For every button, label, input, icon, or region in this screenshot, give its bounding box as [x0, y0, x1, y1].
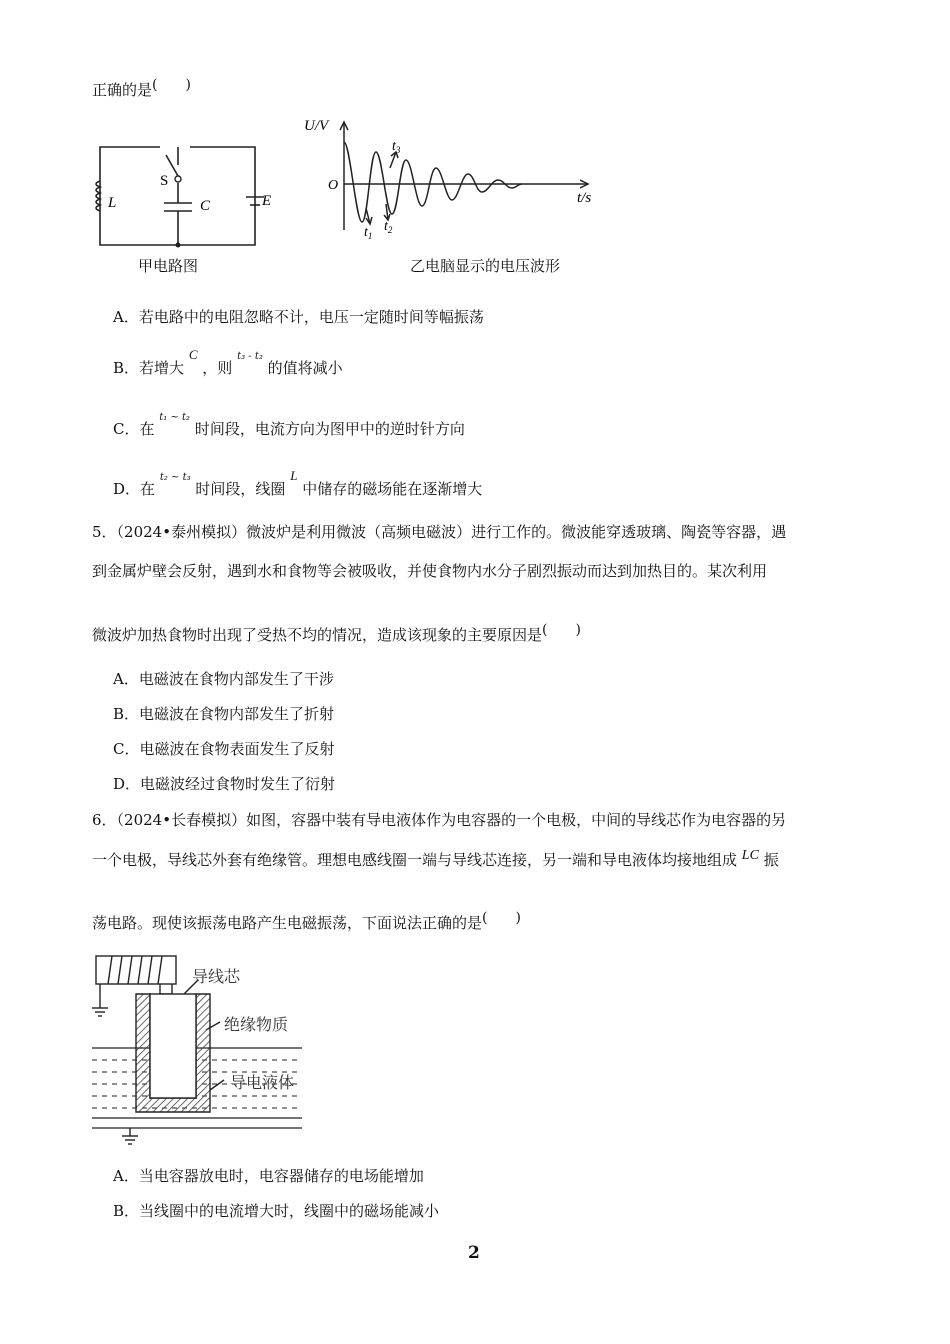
- label-c: C: [200, 198, 211, 214]
- q5-answer-paren: ( ): [542, 622, 581, 638]
- q5-option-d: D．电磁波经过食物时发生了衍射: [113, 775, 336, 793]
- q5-line-2: 到金属炉壁会反射，遇到水和食物等会被吸收，并使食物内水分子剧烈振动而达到加热目的。某次利用: [92, 562, 768, 580]
- q6-line-2: [92, 850, 779, 872]
- q5-line-3: [92, 622, 581, 646]
- q5-stem-text: 微波炉加热食物时出现了受热不均的情况，造成该现象的主要原因是: [92, 626, 543, 644]
- caption-jia: 甲电路图: [138, 257, 199, 275]
- q4-option-b: [113, 347, 343, 381]
- label-liquid: 导电液体: [230, 1075, 295, 1092]
- q6-stem-text: 荡电路。现使该振荡电路产生电磁振荡，下面说法正确的是: [92, 914, 483, 932]
- q4-option-b-c: C: [188, 347, 198, 362]
- q6-line-2-post: 振: [763, 851, 779, 869]
- circuit-diagram-jia: [80, 135, 280, 255]
- page-number: 2: [468, 1243, 480, 1263]
- label-insulator: 绝缘物质: [224, 1017, 289, 1034]
- q6-lc: LC: [741, 848, 759, 863]
- q4-option-c-pre: C．在: [113, 420, 155, 438]
- label-e: E: [262, 193, 272, 209]
- q4-option-d-post: 中储存的磁场能在逐渐增大: [302, 480, 483, 498]
- q6-option-b: B．当线圈中的电流增大时，线圈中的磁场能减小: [113, 1202, 440, 1220]
- q4-stem-text: 正确的是: [92, 81, 153, 99]
- t2-label: $t_2$: [384, 219, 393, 235]
- q4-option-b-post: 的值将减小: [267, 359, 343, 377]
- q4-option-d-l: L: [290, 468, 298, 483]
- t3-label: $t_3$: [392, 139, 401, 155]
- q4-answer-paren: ( ): [152, 77, 191, 93]
- y-axis-label: U/V: [304, 118, 329, 134]
- caption-yi: 乙电脑显示的电压波形: [410, 257, 561, 275]
- q6-line-1: 6．（2024•长春模拟）如图，容器中装有导电液体作为电容器的一个电极，中间的导线芯作为电容器的另: [92, 811, 787, 829]
- q6-option-a: A．当电容器放电时，电容器储存的电场能增加: [113, 1167, 424, 1185]
- q4-option-b-mid: ，则: [202, 359, 233, 377]
- container-capacitor-diagram: [88, 950, 318, 1150]
- q6-line-3: [92, 910, 521, 934]
- q4-option-c-post: 时间段，电流方向为图甲中的逆时针方向: [194, 420, 465, 438]
- q4-option-d-expr: t₂ ~ t₃: [159, 472, 191, 483]
- q6-answer-paren: ( ): [482, 910, 521, 926]
- x-axis-label: t/s: [577, 190, 592, 206]
- label-s: S: [160, 173, 169, 189]
- q4-option-a: A．若电路中的电阻忽略不计，电压一定随时间等幅振荡: [113, 308, 484, 326]
- q5-line-1: 5．（2024•泰州模拟）微波炉是利用微波（高频电磁波）进行工作的。微波能穿透玻璃、陶瓷等容器，遇: [92, 523, 787, 541]
- origin-label: O: [328, 178, 339, 193]
- q4-option-b-pre: B．若增大: [113, 359, 185, 377]
- q4-option-c-expr: t₁ ~ t₂: [159, 412, 191, 423]
- q6-line-2-pre: 一个电极，导线芯外套有绝缘管。理想电感线圈一端与导线芯连接，另一端和导电液体均接地组成: [92, 851, 738, 869]
- q5-option-c: C．电磁波在食物表面发生了反射: [113, 740, 335, 758]
- q4-option-d-mid: 时间段，线圈: [195, 480, 286, 498]
- t1-label: $t_1$: [364, 225, 373, 241]
- label-l: L: [108, 195, 117, 211]
- q5-option-b: B．电磁波在食物内部发生了折射: [113, 705, 335, 723]
- q4-option-d-pre: D．在: [113, 480, 156, 498]
- label-core: 导线芯: [192, 969, 241, 986]
- q4-option-b-expr: t₃ - t₂: [237, 351, 263, 362]
- q4-stem-tail: [92, 77, 191, 101]
- voltage-waveform-yi: [300, 112, 610, 252]
- q5-option-a: A．电磁波在食物内部发生了干涉: [113, 670, 334, 688]
